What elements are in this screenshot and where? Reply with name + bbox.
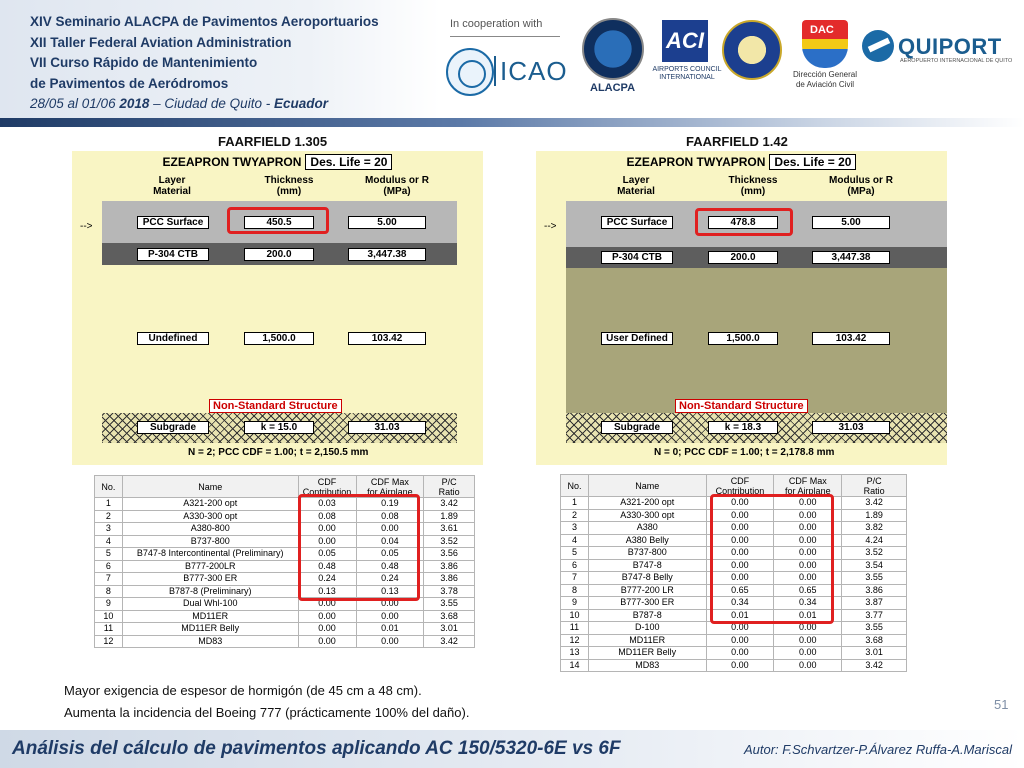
- left-cell-no: 4: [95, 535, 123, 548]
- right-arrow: -->: [544, 221, 557, 232]
- right-ctb-material: P-304 CTB: [601, 251, 673, 264]
- right-ctb-thickness[interactable]: 200.0: [708, 251, 778, 264]
- left-cell-pc: 3.42: [424, 498, 475, 511]
- right-th-cdf: CDF Contribution: [706, 475, 774, 497]
- left-cell-cdf: 0.00: [298, 635, 356, 648]
- alacpa-logo-text: ALACPA: [590, 82, 636, 94]
- right-cell-cdf: 0.00: [706, 522, 774, 535]
- alacpa-logo-icon: [582, 18, 644, 80]
- left-design-life: Des. Life = 20: [305, 154, 392, 170]
- left-cell-cdfmax: 0.13: [356, 585, 424, 598]
- right-cell-no: 14: [561, 659, 589, 672]
- icao-logo-icon: [446, 48, 494, 96]
- right-design-life: Des. Life = 20: [769, 154, 856, 170]
- left-cell-name: MD11ER: [122, 610, 298, 623]
- left-th-cdf: CDF Contribution: [298, 476, 356, 498]
- right-cell-cdfmax: 0.00: [774, 509, 842, 522]
- right-thickness-highlight: [695, 208, 793, 236]
- right-cell-cdf: 0.00: [706, 509, 774, 522]
- right-cell-cdf: 0.00: [706, 659, 774, 672]
- right-cell-cdf: 0.00: [706, 647, 774, 660]
- left-cell-no: 2: [95, 510, 123, 523]
- left-section-title: FAARFIELD 1.305: [218, 134, 328, 149]
- right-table-row: [561, 659, 907, 672]
- right-cell-pc: 3.52: [842, 547, 907, 560]
- right-cell-pc: 3.55: [842, 622, 907, 635]
- left-cell-no: 12: [95, 635, 123, 648]
- right-cell-no: 11: [561, 622, 589, 635]
- left-cell-cdfmax: 0.04: [356, 535, 424, 548]
- right-cell-no: 9: [561, 597, 589, 610]
- right-pcc-thickness[interactable]: 478.8: [708, 216, 778, 229]
- right-cell-no: 13: [561, 647, 589, 660]
- left-summary: N = 2; PCC CDF = 1.00; t = 2,150.5 mm: [188, 447, 369, 458]
- icao-logo-text: ICAO: [500, 56, 568, 86]
- left-cell-cdf: 0.13: [298, 585, 356, 598]
- right-cell-no: 6: [561, 559, 589, 572]
- right-table-row: [561, 634, 907, 647]
- left-cell-cdf: 0.08: [298, 510, 356, 523]
- right-cell-name: MD11ER: [588, 634, 706, 647]
- left-cell-name: B747-8 Intercontinental (Preliminary): [122, 548, 298, 561]
- right-pcc-modulus[interactable]: 5.00: [812, 216, 890, 229]
- left-cell-no: 6: [95, 560, 123, 573]
- dac-logo-text: Dirección General de Aviación Civil: [792, 70, 858, 89]
- right-cell-cdf: 0.65: [706, 584, 774, 597]
- right-cell-name: MD11ER Belly: [588, 647, 706, 660]
- left-cell-cdfmax: 0.24: [356, 573, 424, 586]
- left-cdf-highlight: [298, 494, 420, 601]
- left-panel-heading: EZEAPRON TWYAPRON Des. Life = 20: [72, 155, 483, 169]
- header-line-2: XII Taller Federal Aviation Administration: [30, 34, 292, 50]
- left-cell-cdf: 0.48: [298, 560, 356, 573]
- right-cdf-highlight: [710, 494, 834, 624]
- right-cell-cdf: 0.00: [706, 547, 774, 560]
- right-cell-pc: 3.54: [842, 559, 907, 572]
- left-cell-cdfmax: 0.00: [356, 635, 424, 648]
- aci-logo-icon: ACI: [662, 20, 708, 62]
- left-cell-name: B777-200LR: [122, 560, 298, 573]
- left-cell-cdf: 0.00: [298, 610, 356, 623]
- left-cell-name: B777-300 ER: [122, 573, 298, 586]
- left-und-material: Undefined: [137, 332, 209, 345]
- left-cell-cdf: 0.00: [298, 598, 356, 611]
- note-line-1: Mayor exigencia de espesor de hormigón (de 45 cm a 48 cm).: [64, 683, 422, 698]
- left-cell-pc: 3.68: [424, 610, 475, 623]
- left-arrow: -->: [80, 221, 93, 232]
- left-cell-cdfmax: 0.08: [356, 510, 424, 523]
- left-th-name: Name: [122, 476, 298, 498]
- left-cell-cdf: 0.24: [298, 573, 356, 586]
- left-nonstandard-label: Non-Standard Structure: [209, 399, 342, 413]
- left-cell-cdfmax: 0.05: [356, 548, 424, 561]
- left-col-modulus: Modulus or R (MPa): [365, 175, 429, 197]
- left-cell-name: Dual Whl-100: [122, 598, 298, 611]
- cooperation-label: In cooperation with: [450, 18, 543, 30]
- footer-author: Autor: F.Schvartzer-P.Álvarez Ruffa-A.Mariscal: [743, 742, 1012, 757]
- right-cell-cdfmax: 0.65: [774, 584, 842, 597]
- header-line-3: VII Curso Rápido de Mantenimiento: [30, 55, 258, 70]
- right-cell-no: 5: [561, 547, 589, 560]
- right-summary: N = 0; PCC CDF = 1.00; t = 2,178.8 mm: [654, 447, 835, 458]
- left-table-row: [95, 635, 475, 648]
- right-cell-cdfmax: 0.00: [774, 572, 842, 585]
- right-sub-modulus[interactable]: 31.03: [812, 421, 890, 434]
- right-cell-cdf: 0.00: [706, 572, 774, 585]
- right-cell-cdf: 0.01: [706, 609, 774, 622]
- right-section-title: FAARFIELD 1.42: [686, 134, 788, 149]
- right-cell-name: B747-8 Belly: [588, 572, 706, 585]
- page-number: 51: [994, 697, 1009, 712]
- right-structure-panel: [536, 151, 947, 465]
- left-und-thickness[interactable]: 1,500.0: [244, 332, 314, 345]
- right-cell-cdfmax: 0.01: [774, 609, 842, 622]
- left-cell-no: 7: [95, 573, 123, 586]
- right-cell-cdfmax: 0.00: [774, 647, 842, 660]
- header-line-1: XIV Seminario ALACPA de Pavimentos Aeroportuarios: [30, 14, 379, 29]
- header-date: 28/05 al 01/06 2018 – Ciudad de Quito - Ecuador: [30, 96, 328, 111]
- right-und-modulus[interactable]: 103.42: [812, 332, 890, 345]
- left-cell-cdf: 0.00: [298, 623, 356, 636]
- right-cell-cdf: 0.00: [706, 559, 774, 572]
- note-line-2: Aumenta la incidencia del Boeing 777 (prácticamente 100% del daño).: [64, 705, 470, 720]
- left-cell-name: B737-800: [122, 535, 298, 548]
- left-cell-no: 11: [95, 623, 123, 636]
- left-cell-cdf: 0.00: [298, 535, 356, 548]
- right-cell-cdfmax: 0.00: [774, 659, 842, 672]
- right-cell-no: 2: [561, 509, 589, 522]
- left-cell-cdfmax: 0.01: [356, 623, 424, 636]
- right-cell-pc: 4.24: [842, 534, 907, 547]
- left-ctb-modulus[interactable]: 3,447.38: [348, 248, 426, 261]
- right-cell-no: 4: [561, 534, 589, 547]
- right-cell-name: B787-8: [588, 609, 706, 622]
- right-cell-cdfmax: 0.00: [774, 622, 842, 635]
- left-ctb-thickness[interactable]: 200.0: [244, 248, 314, 261]
- left-cell-name: MD83: [122, 635, 298, 648]
- right-cell-cdfmax: 0.00: [774, 559, 842, 572]
- right-ctb-modulus[interactable]: 3,447.38: [812, 251, 890, 264]
- header-band: [0, 0, 440, 118]
- left-table-row: [95, 623, 475, 636]
- right-cell-cdfmax: 0.00: [774, 497, 842, 510]
- right-cell-cdfmax: 0.00: [774, 522, 842, 535]
- quiport-logo-text: QUIPORT: [898, 34, 1002, 59]
- left-cell-no: 1: [95, 498, 123, 511]
- right-cell-no: 10: [561, 609, 589, 622]
- left-cell-name: A380-800: [122, 523, 298, 536]
- right-cell-no: 12: [561, 634, 589, 647]
- left-cell-pc: 3.61: [424, 523, 475, 536]
- left-cell-pc: 3.78: [424, 585, 475, 598]
- left-cell-pc: 3.42: [424, 635, 475, 648]
- right-th-no: No.: [561, 475, 589, 497]
- left-cell-cdfmax: 0.00: [356, 610, 424, 623]
- left-thickness-highlight: [227, 207, 329, 234]
- right-cell-name: B777-200 LR: [588, 584, 706, 597]
- header-line-4: de Pavimentos de Aeródromos: [30, 75, 229, 91]
- left-cell-cdf: 0.05: [298, 548, 356, 561]
- right-cell-name: B747-8: [588, 559, 706, 572]
- left-pcc-material: PCC Surface: [137, 216, 209, 229]
- right-cell-name: A380 Belly: [588, 534, 706, 547]
- right-cell-cdfmax: 0.34: [774, 597, 842, 610]
- left-cell-no: 5: [95, 548, 123, 561]
- cooperation-rule: [450, 36, 560, 37]
- right-sub-material: Subgrade: [601, 421, 673, 434]
- right-cell-pc: 3.82: [842, 522, 907, 535]
- left-cell-cdfmax: 0.00: [356, 523, 424, 536]
- right-cell-no: 8: [561, 584, 589, 597]
- left-cell-no: 9: [95, 598, 123, 611]
- left-cell-name: B787-8 (Preliminary): [122, 585, 298, 598]
- dac-logo-label: DAC: [810, 24, 834, 36]
- left-und-modulus[interactable]: 103.42: [348, 332, 426, 345]
- left-sub-material: Subgrade: [137, 421, 209, 434]
- left-pcc-modulus[interactable]: 5.00: [348, 216, 426, 229]
- right-cell-name: A321-200 opt: [588, 497, 706, 510]
- right-cell-name: B737-800: [588, 547, 706, 560]
- right-cell-cdfmax: 0.00: [774, 634, 842, 647]
- right-cell-no: 3: [561, 522, 589, 535]
- right-cell-pc: 3.01: [842, 647, 907, 660]
- right-cell-no: 1: [561, 497, 589, 510]
- right-cell-no: 7: [561, 572, 589, 585]
- right-col-thickness: Thickness (mm): [728, 175, 778, 197]
- left-cell-pc: 3.86: [424, 560, 475, 573]
- right-pcc-material: PCC Surface: [601, 216, 673, 229]
- left-ctb-material: P-304 CTB: [137, 248, 209, 261]
- left-pcc-thickness[interactable]: 450.5: [244, 216, 314, 229]
- right-col-modulus: Modulus or R (MPa): [829, 175, 893, 197]
- left-cell-cdfmax: 0.48: [356, 560, 424, 573]
- left-cell-cdf: 0.00: [298, 523, 356, 536]
- right-col-layer: Layer Material: [617, 175, 655, 197]
- right-cell-pc: 3.42: [842, 497, 907, 510]
- right-th-cdfmax: CDF Max for Airplane: [774, 475, 842, 497]
- left-col-thickness: Thickness (mm): [264, 175, 314, 197]
- right-cell-pc: 3.42: [842, 659, 907, 672]
- right-th-pc: P/C Ratio: [842, 475, 907, 497]
- left-cell-cdfmax: 0.00: [356, 598, 424, 611]
- left-structure-panel: [72, 151, 483, 465]
- right-cell-cdf: 0.00: [706, 497, 774, 510]
- right-cell-pc: 3.77: [842, 609, 907, 622]
- right-th-name: Name: [588, 475, 706, 497]
- left-cell-pc: 3.52: [424, 535, 475, 548]
- left-cell-name: MD11ER Belly: [122, 623, 298, 636]
- right-cell-cdf: 0.00: [706, 622, 774, 635]
- right-cell-pc: 3.55: [842, 572, 907, 585]
- right-cell-name: A380: [588, 522, 706, 535]
- right-sub-k[interactable]: k = 18.3: [708, 421, 778, 434]
- left-cell-cdf: 0.03: [298, 498, 356, 511]
- left-cell-no: 8: [95, 585, 123, 598]
- left-cell-no: 3: [95, 523, 123, 536]
- right-cell-name: D-100: [588, 622, 706, 635]
- left-sub-modulus[interactable]: 31.03: [348, 421, 426, 434]
- quiport-logo-subtext: AEROPUERTO INTERNACIONAL DE QUITO: [900, 58, 1013, 64]
- right-cell-name: B777-300 ER: [588, 597, 706, 610]
- left-th-cdfmax: CDF Max for Airplane: [356, 476, 424, 498]
- header-text: [30, 12, 379, 115]
- faa-seal-icon: [722, 20, 782, 80]
- left-th-pc: P/C Ratio: [424, 476, 475, 498]
- right-cell-cdfmax: 0.00: [774, 547, 842, 560]
- right-cell-pc: 3.86: [842, 584, 907, 597]
- right-cell-cdf: 0.34: [706, 597, 774, 610]
- left-cell-cdfmax: 0.19: [356, 498, 424, 511]
- left-cell-pc: 3.86: [424, 573, 475, 586]
- right-nonstandard-label: Non-Standard Structure: [675, 399, 808, 413]
- left-cell-no: 10: [95, 610, 123, 623]
- aci-logo-text: AIRPORTS COUNCIL INTERNATIONAL: [652, 66, 722, 81]
- right-cell-pc: 3.87: [842, 597, 907, 610]
- right-table-row: [561, 647, 907, 660]
- left-cell-name: A321-200 opt: [122, 498, 298, 511]
- left-th-no: No.: [95, 476, 123, 498]
- left-cell-pc: 3.55: [424, 598, 475, 611]
- right-panel-heading: EZEAPRON TWYAPRON Des. Life = 20: [536, 155, 947, 169]
- left-table-row: [95, 610, 475, 623]
- header-divider: [0, 118, 1024, 127]
- right-cell-pc: 3.68: [842, 634, 907, 647]
- right-cell-cdf: 0.00: [706, 634, 774, 647]
- left-cell-name: A330-300 opt: [122, 510, 298, 523]
- right-und-material: User Defined: [601, 332, 673, 345]
- left-col-layer: Layer Material: [153, 175, 191, 197]
- right-cell-pc: 1.89: [842, 509, 907, 522]
- left-cell-pc: 1.89: [424, 510, 475, 523]
- left-cell-pc: 3.01: [424, 623, 475, 636]
- footer-title: Análisis del cálculo de pavimentos aplicando AC 150/5320-6E vs 6F: [12, 738, 621, 759]
- right-und-thickness[interactable]: 1,500.0: [708, 332, 778, 345]
- right-cell-cdf: 0.00: [706, 534, 774, 547]
- right-cell-cdfmax: 0.00: [774, 534, 842, 547]
- left-cell-pc: 3.56: [424, 548, 475, 561]
- right-cell-name: A330-300 opt: [588, 509, 706, 522]
- left-sub-k[interactable]: k = 15.0: [244, 421, 314, 434]
- right-cell-name: MD83: [588, 659, 706, 672]
- quiport-logo-icon: [862, 30, 894, 62]
